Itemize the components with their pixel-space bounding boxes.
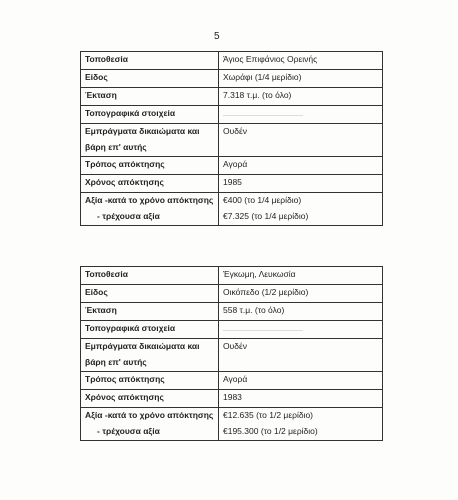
table-row [81,70,383,88]
acq-year-value: 1983 [219,390,383,408]
type-label: Είδος [81,70,219,88]
acq-method-value: Αγορά [219,372,383,390]
area-value: 7.318 τ.μ. (το όλο) [219,88,383,106]
rights-value: Ουδέν [219,124,383,141]
table-row [81,285,383,303]
area-value: 558 τ.μ. (το όλο) [219,303,383,321]
topo-label: Τοπογραφικά στοιχεία [81,321,219,339]
table-row [81,52,383,70]
type-label: Είδος [81,285,219,303]
location-value: Έγκωμη, Λευκωσία [219,267,383,285]
blank-line [223,322,303,331]
value-current-label: - τρέχουσα αξία [81,209,219,226]
rights-label-line-1: Εμπράγματα δικαιώματα και [81,124,219,141]
table-row [81,140,383,157]
page-number: 5 [214,31,220,42]
table-row [81,303,383,321]
property-table-2 [80,266,383,441]
table-row [81,339,383,356]
table-row [81,124,383,141]
blank-line [223,107,303,116]
table-row [81,390,383,408]
topo-value [219,321,383,339]
rights-label-line-2: βάρη επ' αυτής [81,140,219,157]
type-value: Χωράφι (1/4 μερίδιο) [219,70,383,88]
table-row [81,355,383,372]
location-label: Τοποθεσία [81,52,219,70]
table-row [81,408,383,425]
rights-label-line-2: βάρη επ' αυτής [81,355,219,372]
table-row [81,175,383,193]
value-acq-value: €400 (το 1/4 μερίδιο) [219,193,383,210]
acq-method-value: Αγορά [219,157,383,175]
type-value: Οικόπεδο (1/2 μερίδιο) [219,285,383,303]
table-row [81,321,383,339]
table-row [81,209,383,226]
table-row [81,106,383,124]
rights-label-line-1: Εμπράγματα δικαιώματα και [81,339,219,356]
acq-year-label: Χρόνος απόκτησης [81,390,219,408]
table-row [81,424,383,441]
table-row [81,157,383,175]
property-table-1 [80,51,383,226]
acq-method-label: Τρόπος απόκτησης [81,372,219,390]
area-label: Έκταση [81,88,219,106]
table-row [81,267,383,285]
location-label: Τοποθεσία [81,267,219,285]
value-acq-value: €12.635 (το 1/2 μερίδιο) [219,408,383,425]
table-row [81,193,383,210]
value-acq-label: Αξία -κατά το χρόνο απόκτησης [81,408,219,425]
rights-value: Ουδέν [219,339,383,356]
rights-value-cont [219,355,383,372]
acq-year-value: 1985 [219,175,383,193]
topo-label: Τοπογραφικά στοιχεία [81,106,219,124]
value-current-label: - τρέχουσα αξία [81,424,219,441]
value-current-value: €195.300 (το 1/2 μερίδιο) [219,424,383,441]
area-label: Έκταση [81,303,219,321]
acq-year-label: Χρόνος απόκτησης [81,175,219,193]
table-row [81,372,383,390]
acq-method-label: Τρόπος απόκτησης [81,157,219,175]
location-value: Άγιος Επιφάνιος Ορεινής [219,52,383,70]
table-row [81,88,383,106]
topo-value [219,106,383,124]
value-current-value: €7.325 (το 1/4 μερίδιο) [219,209,383,226]
value-acq-label: Αξία -κατά το χρόνο απόκτησης [81,193,219,210]
rights-value-cont [219,140,383,157]
